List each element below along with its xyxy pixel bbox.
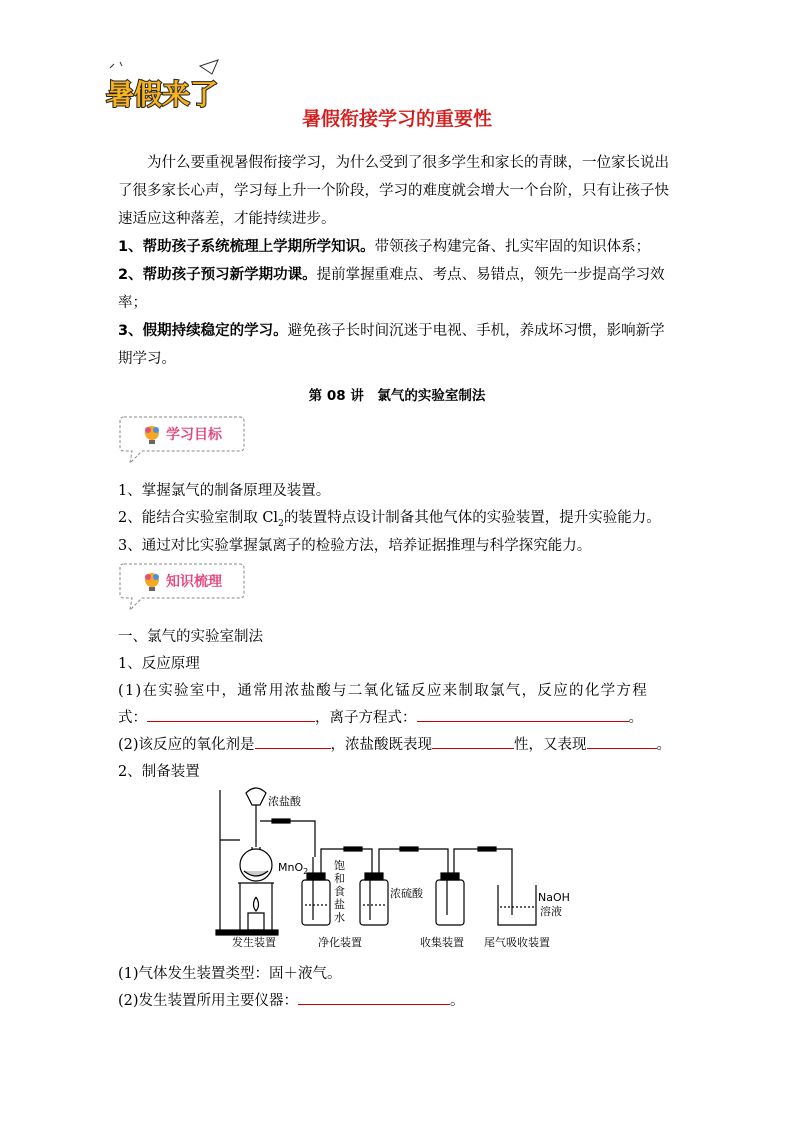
badge2-label: 知识梳理	[166, 574, 222, 590]
label-salt-2: 食	[334, 885, 345, 898]
blank-ionic-equation[interactable]	[417, 707, 629, 722]
label-salt-3: 盐	[334, 898, 345, 911]
label-mno2: MnO$_2$	[278, 861, 309, 876]
label-salt-4: 水	[334, 911, 345, 924]
question-2: (2)该反应的氧化剂是 ，浓盐酸既表现 性，又表现 。	[118, 733, 671, 754]
point-2: 2、帮助孩子预习新学期功课。提前掌握重难点、考点、易错点，领先一步提高学习效率；	[118, 267, 665, 311]
label-hcl: 浓盐酸	[268, 795, 301, 808]
page-title: 暑假衔接学习的重要性	[301, 108, 492, 130]
label-absorption: 尾气吸收装置	[484, 936, 550, 949]
subsection-apparatus: 2、制备装置	[118, 764, 200, 780]
blank-instruments[interactable]	[298, 990, 450, 1005]
label-generation: 发生装置	[232, 936, 276, 949]
question-4: (2)发生装置所用主要仪器： 。	[118, 989, 465, 1010]
section-heading: 一、氯气的实验室制法	[118, 629, 263, 645]
blank-oxidant[interactable]	[255, 734, 331, 749]
question-1-line1: (1)在实验室中，通常用浓盐酸与二氧化锰反应来制取氯气，反应的化学方程	[118, 683, 649, 699]
label-h2so4: 浓硫酸	[390, 887, 423, 900]
intro-paragraph: 为什么要重视暑假衔接学习，为什么受到了很多学生和家长的青睐，一位家长说出了很多家长心声，学习每上升一个阶段，学习的难度就会增大一个台阶，只有让孩子快速适应这种落差，才能持续进步。	[118, 155, 669, 227]
blank-property-2[interactable]	[587, 734, 657, 749]
badge-learning-goals	[118, 413, 246, 465]
logo-text: 暑假来了	[106, 78, 219, 111]
point-3: 3、假期持续稳定的学习。避免孩子长时间沉迷于电视、手机，养成坏习惯，影响新学期学习。	[118, 323, 665, 367]
subsection-principle: 1、反应原理	[118, 656, 200, 672]
apparatus-diagram	[210, 785, 590, 951]
lesson-title: 第 08 讲 氯气的实验室制法	[308, 388, 486, 404]
badge-knowledge-review	[118, 560, 246, 612]
point-1: 1、帮助孩子系统梳理上学期所学知识。带领孩子构建完备、扎实牢固的知识体系；	[118, 239, 651, 255]
label-solution: 溶液	[540, 905, 562, 918]
label-naoh: NaOH	[538, 891, 570, 904]
label-salt-0: 饱	[334, 859, 345, 872]
blank-property-1[interactable]	[432, 734, 514, 749]
question-3: (1)气体发生装置类型：固＋液气。	[118, 966, 342, 982]
label-salt-1: 和	[334, 872, 345, 885]
objective-2: 2、能结合实验室制取 $Cl_2$的装置特点设计制备其他气体的实验装置，提升实验能力。	[118, 510, 661, 529]
badge1-label: 学习目标	[166, 427, 222, 443]
question-1-line2: 式： ，离子方程式： 。	[118, 706, 643, 727]
blank-equation[interactable]	[147, 707, 315, 722]
objective-3: 3、通过对比实验掌握氯离子的检验方法，培养证据推理与科学探究能力。	[118, 538, 592, 554]
label-purification: 净化装置	[318, 936, 362, 949]
objective-1: 1、掌握氯气的制备原理及装置。	[118, 483, 331, 499]
label-collection: 收集装置	[420, 936, 464, 949]
